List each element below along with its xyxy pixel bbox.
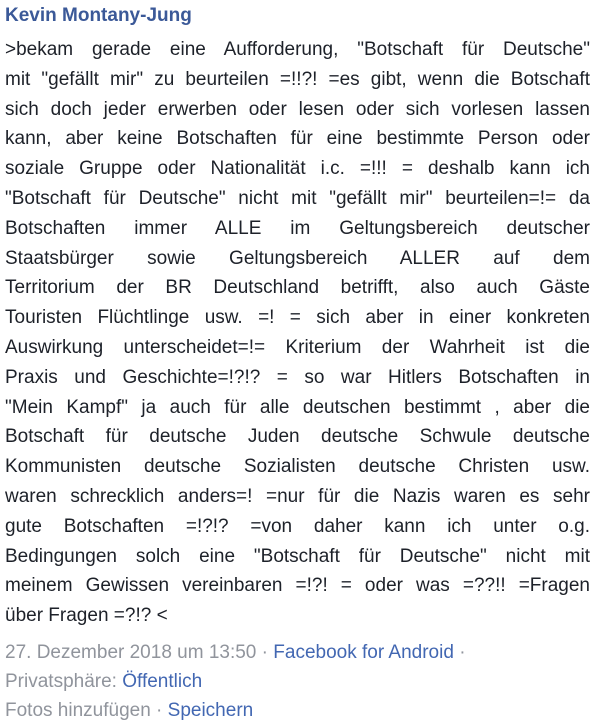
save-link[interactable]: Speichern <box>167 699 254 721</box>
post-line: "Mein Kampf" ja auch für alle deutschen bestimmt , aber die <box>5 396 590 418</box>
meta-row-privacy <box>5 667 590 696</box>
post-line: Touristen Flüchtlinge usw. =! = sich aber in einer konkreten <box>5 307 590 329</box>
post-line: über Fragen =?!? < <box>5 605 168 627</box>
post-line: Staatsbürger sowie Geltungsbereich ALLER auf dem <box>5 247 590 269</box>
post-line: "Botschaft für Deutsche" nicht mit "gefällt mir" beurteilen=!= da <box>5 187 590 209</box>
separator-dot: · <box>261 641 268 663</box>
post-line: sich doch jeder erwerben oder lesen oder sich vorlesen lassen <box>5 98 590 120</box>
privacy-setting-link[interactable]: Öffentlich <box>122 670 203 692</box>
timestamp: 27. Dezember 2018 um 13:50 <box>5 641 257 663</box>
privacy-label: Privatsphäre: <box>5 670 117 692</box>
post-line: soziale Gruppe oder Nationalität i.c. =!!! = deshalb kann ich <box>5 158 590 180</box>
post-body <box>5 35 590 631</box>
post-line: Botschaften immer ALLE im Geltungsbereich deutscher <box>5 217 590 239</box>
post-line: waren schrecklich anders=! =nur für die Nazis waren es sehr <box>5 485 590 507</box>
post-meta <box>5 638 590 725</box>
meta-row-actions <box>5 696 590 725</box>
post-line: mit "gefällt mir" zu beurteilen =!!?! =es gibt, wenn die Botschaft <box>5 68 590 90</box>
post-line: Kommunisten deutsche Sozialisten deutsche Christen usw. <box>5 456 590 478</box>
source-link[interactable]: Facebook for Android <box>273 641 454 663</box>
post-line: Auswirkung unterscheidet=!= Kriterium der Wahrheit ist die <box>5 336 590 358</box>
post-line: Bedingungen solch eine "Botschaft für Deutsche" nicht mit <box>5 545 590 567</box>
meta-row-timestamp <box>5 638 590 667</box>
add-photos-link[interactable]: Fotos hinzufügen <box>5 699 151 721</box>
post-line: >bekam gerade eine Aufforderung, "Botschaft für Deutsche" <box>5 39 590 60</box>
post-line: Botschaft für deutsche Juden deutsche Schwule deutsche <box>5 426 590 448</box>
post-line: Territorium der BR Deutschland betrifft, also auch Gäste <box>5 277 590 299</box>
post-line: kann, aber keine Botschaften für eine bestimmte Person oder <box>5 128 590 150</box>
author-name-link[interactable]: Kevin Montany-Jung <box>5 5 192 26</box>
post-line: meinem Gewissen vereinbaren =!?! = oder was =??!! =Fragen <box>5 575 590 597</box>
post-line: Praxis und Geschichte=!?!? = so war Hitlers Botschaften in <box>5 366 590 388</box>
separator-dot: · <box>459 641 466 663</box>
separator-dot: · <box>156 699 163 721</box>
post-container <box>5 0 590 725</box>
post-line: gute Botschaften =!?!? =von daher kann ich unter o.g. <box>5 515 590 537</box>
